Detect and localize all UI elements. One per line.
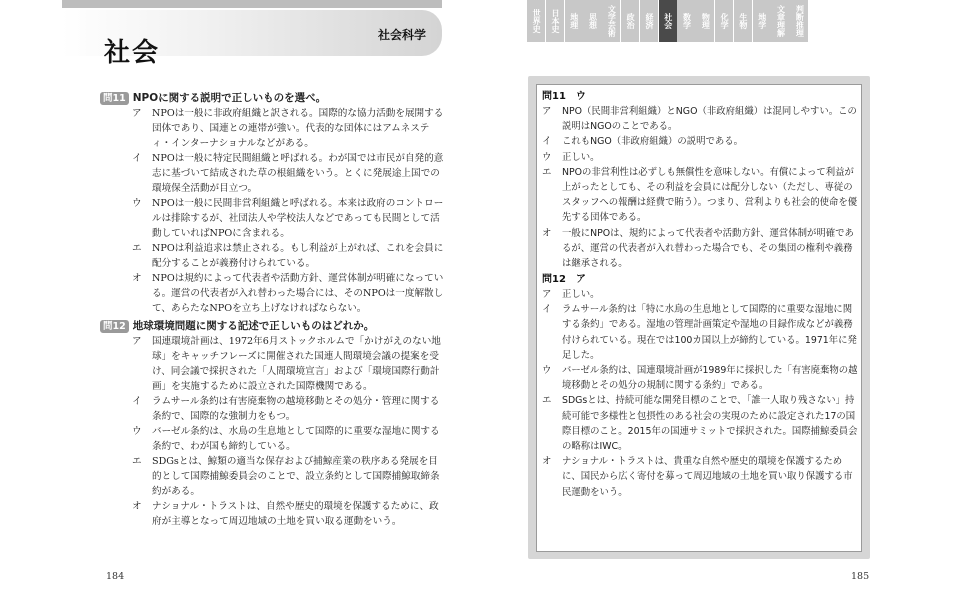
answer-item [542,165,858,226]
option-label: ア [132,108,142,119]
tab-literature-art: 文学芸術 [602,0,620,42]
question-11 [100,91,326,106]
tab-politics: 政治 [621,0,639,42]
answer-text: NPO（民間非営利組織）とNGO（非政府組織）は混同しやすい。この説明はNGOのことである。 [562,106,857,133]
tab-world-history: 世界史 [527,0,545,42]
page-number-right: 185 [851,571,870,582]
answer-text: 一般にNPOは、規約によって代表者や活動方針、運営体制が明確であるが、運営の代表者が入れ替わった場合でも、その集団の権利や義務は継承される。 [562,227,854,270]
option-text: NPOは一般に特定民間組織と呼ばれる。わが国では市民が自発的意志に基づいて結成された草の根組織をいう。とくに発展途上国での環境保全活動が目立つ。 [152,153,444,194]
question-text: NPOに関する説明で正しいものを選べ。 [132,92,327,104]
tab-japanese-history: 日本史 [546,0,564,42]
option-text: バーゼル条約は、水鳥の生息地として国際的に重要な湿地に関する条約で、わが国も締約している。 [152,426,440,452]
answer-item [542,363,858,393]
option-label: オ [132,501,142,512]
answer-label: オ [542,456,552,468]
answer-text: NPOの非営利性は必ずしも無償性を意味しない。有償によって利益が上がったとしても、その利益を会員には配分しない（ただし、専従のスタッフへの報酬は経費で賄う）。つまり、営利よりも社会的使命を優先する団体である。 [562,166,858,224]
answer-label: ア [542,289,552,300]
tab-society: 社会 [659,0,677,42]
answer-text: 正しい。 [562,151,600,163]
chapter-subtitle: 社会科学 [378,28,427,42]
option [132,454,444,499]
option-label: イ [132,153,142,164]
option-label: ア [132,336,142,347]
option-text: NPOは一般に非政府組織と訳される。国際的な協力活動を展開する団体であり、国連との連帯が強い。代表的な団体にはアムネスティ・インターナショナルなどがある。 [152,108,444,149]
tab-economics: 経済 [640,0,658,42]
option-label: エ [132,456,142,467]
answer-text: ラムサール条約は「特に水鳥の生息地として国際的に重要な湿地に関する条約」である。湿地の管理計画策定や湿地の目録作成などが義務付けられている。現在では100カ国以上が締約している。1971年に発足した。 [562,304,857,361]
answer-item [542,393,858,454]
option-text: NPOは規約によって代表者や活動方針、運営体制が明確になっている。運営の代表者が入れ替わった場合には、そのNPOは一度解散して、あらたなNPOを立ち上げなければならない。 [152,273,444,314]
option-label: ウ [132,198,142,209]
option-text: NPOは利益追求は禁止される。もし利益が上がれば、これを会員に配分することが義務付けられている。 [152,243,444,269]
option-text: NPOは一般に民間非営利組織と呼ばれる。本来は政府のコントロールは排除するが、社団法人や学校法人などであっても民間として活動していればNPOに含まれる。 [152,198,444,239]
answer-item [542,302,858,363]
option [132,196,444,241]
tab-geography: 地理 [565,0,583,42]
tab-physics: 物理 [696,0,714,42]
option-text: 国連環境計画は、1972年6月ストックホルムで「かけがえのない地球」をキャッチフレーズに開催された国連人間環境会議の提案を受け、同会議で採択された「人間環境宣言」および「環境国際行動計画」を実施するために設立された国際機関である。 [152,336,441,392]
option-label: オ [132,273,142,284]
option [132,424,444,454]
question-12-options [132,334,444,529]
answer-label: イ [542,304,552,316]
chapter-title: 社会 [104,38,161,68]
question-12 [100,319,374,334]
option-label: ウ [132,426,142,437]
option [132,271,444,316]
answer-item [542,104,858,134]
option-text: SDGsとは、鯨類の適当な保存および捕鯨産業の秩序ある発展を目的として国際捕鯨委員会のことで、設立条約として国際捕鯨取締条約がある。 [152,456,440,497]
answer-label: エ [542,166,552,178]
option-label: イ [132,396,142,407]
answer-heading: 問11 ウ [542,91,586,102]
answer-heading: 問12 ア [542,274,586,285]
answer-item [542,134,858,149]
answer-text: バーゼル条約は、国連環境計画が1989年に採択した「有害廃棄物の越境移動とその処分の規制に関する条約」である。 [562,365,858,392]
tab-reasoning: 判断推理 [790,0,808,42]
option [132,151,444,196]
option-text: ラムサール条約は有害廃棄物の越境移動とその処分・管理に関する条約で、国際的な強制力をもつ。 [152,396,440,422]
option [132,499,444,529]
option [132,334,444,394]
option-text: ナショナル・トラストは、自然や歴史的環境を保護するために、政府が主導となって周辺地域の土地を買い取る運動をいう。 [152,501,439,527]
answer-text: ナショナル・トラストは、貴重な自然や歴史的環境を保護するために、国民から広く寄付を募って周辺地域の土地を買い取り保護する市民運動をいう。 [562,456,853,498]
subject-tabs [527,0,809,42]
option [132,394,444,424]
answer-item [542,287,858,302]
question-number: 問12 [100,320,129,333]
answer-item [542,226,858,272]
answer-12 [542,272,858,500]
answer-label: エ [542,395,552,407]
option-label: エ [132,243,142,254]
answer-label: ウ [542,365,552,377]
answer-label: ア [542,106,552,117]
answer-text: SDGsとは、持続可能な開発目標のことで、「誰一人取り残さない」持続可能で多様性と包摂性のある社会の実現のために設定された17の国際目標のこと。2015年の国連サミットで採択された。国際捕鯨委員会の略称はIWC。 [562,395,858,453]
question-text: 地球環境問題に関する記述で正しいものはどれか。 [132,320,375,332]
tab-earth-science: 地学 [753,0,771,42]
answer-label: ウ [542,151,552,163]
tab-thought: 思想 [583,0,601,42]
tab-math: 数学 [677,0,695,42]
answer-text: 正しい。 [562,289,600,300]
answer-item [542,454,858,500]
answer-label: オ [542,227,552,239]
answer-11 [542,89,858,271]
tab-chemistry: 化学 [715,0,733,42]
page-number-left: 184 [106,571,125,582]
top-band [62,0,442,8]
question-11-options [132,106,444,316]
option [132,241,444,271]
option [132,106,444,151]
tab-reading: 文章理解 [771,0,789,42]
question-number: 問11 [100,92,129,105]
answer-text: これもNGO（非政府組織）の説明である。 [562,136,744,148]
answer-item [542,150,858,165]
answer-label: イ [542,136,552,148]
tab-biology: 生物 [734,0,752,42]
